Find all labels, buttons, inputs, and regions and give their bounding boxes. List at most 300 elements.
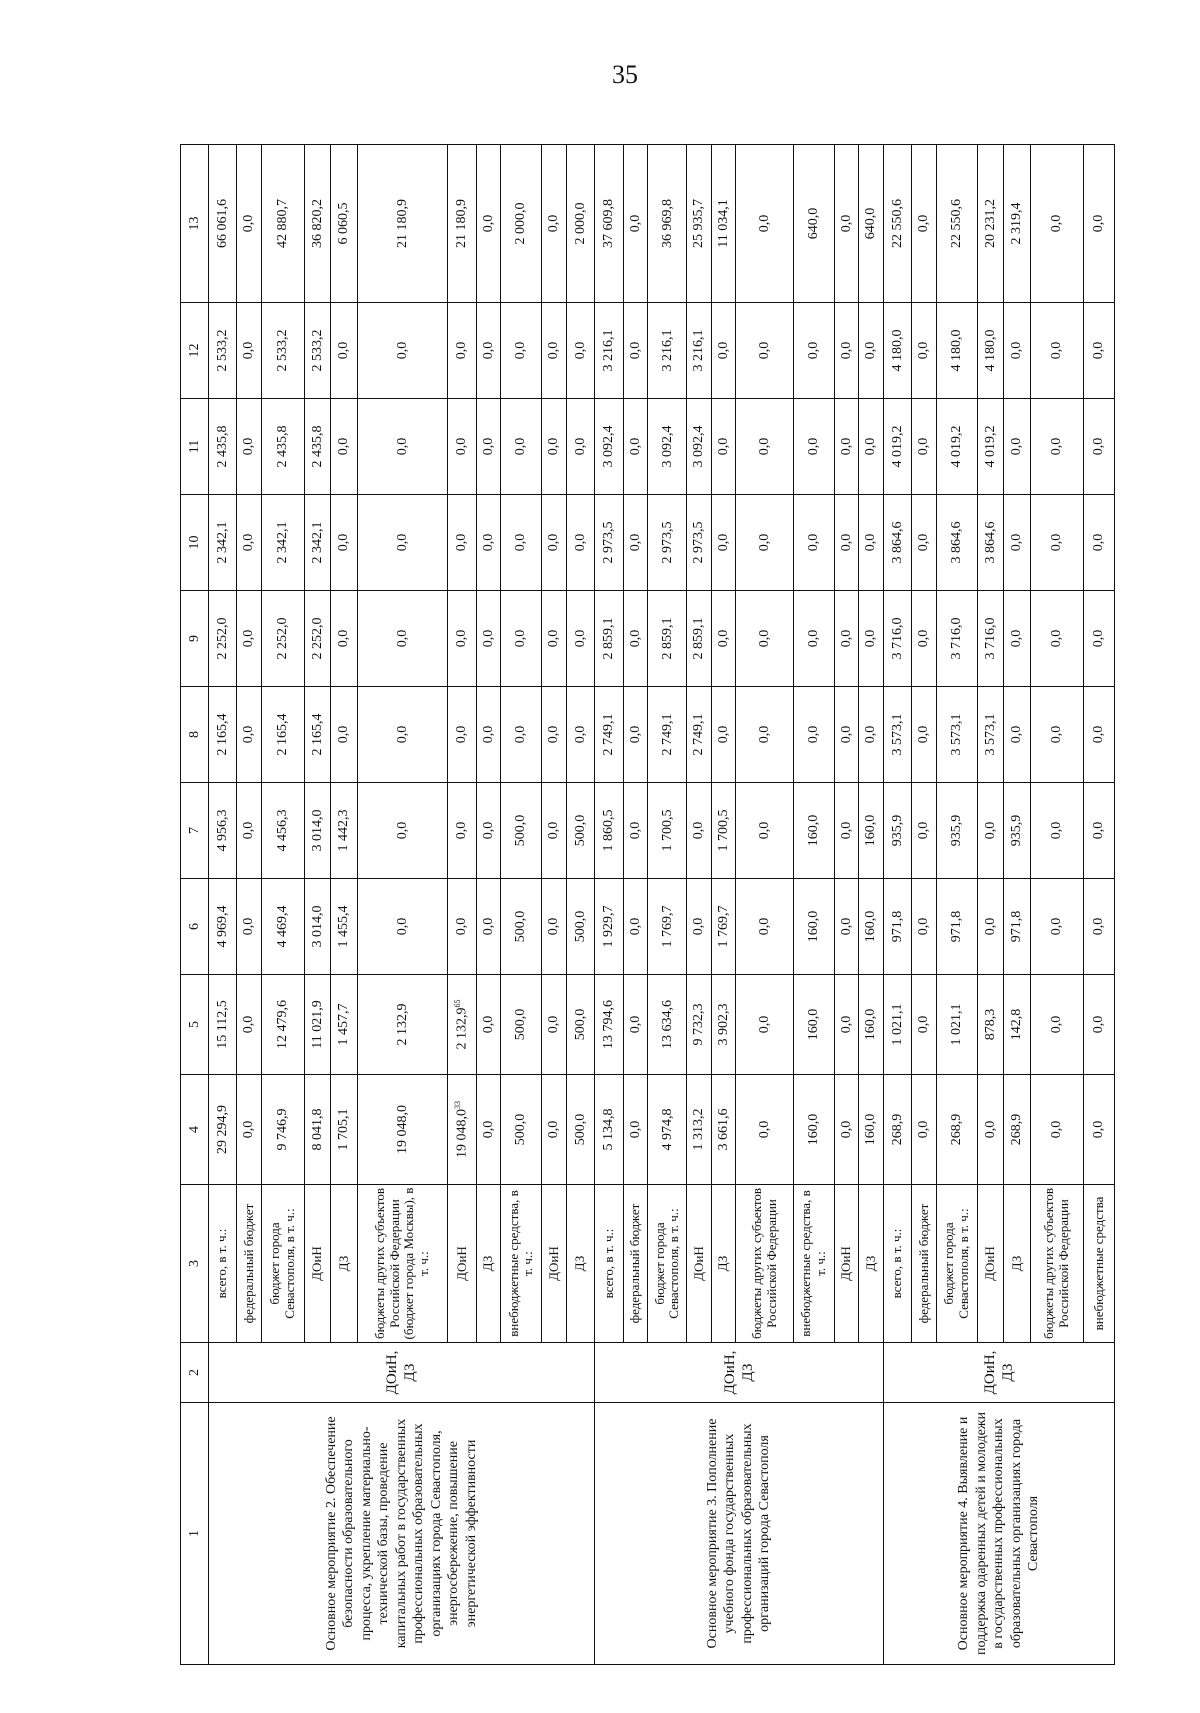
value-text: 0,0 [454, 437, 470, 456]
value-cell [687, 1075, 712, 1185]
value-text: 2 435,8 [214, 425, 230, 468]
value-text: 0,0 [805, 341, 821, 360]
value-text: 0,0 [715, 437, 731, 456]
value-cell [1030, 687, 1083, 783]
value-text: 0,0 [1091, 821, 1107, 840]
value-text: 0,0 [480, 1120, 496, 1139]
value-cell [711, 879, 736, 975]
value-cell [476, 879, 501, 975]
value-cell [883, 303, 912, 399]
value-cell [237, 495, 262, 591]
value-cell [648, 495, 687, 591]
value-text: 2 000,0 [513, 202, 529, 245]
value-text: 3 864,6 [982, 521, 998, 564]
value-cell [501, 399, 542, 495]
value-text: 0,0 [863, 341, 879, 360]
value-text: 1 769,7 [715, 905, 731, 948]
value-cell [261, 145, 304, 303]
value-cell [859, 495, 884, 591]
value-text: 0,0 [394, 821, 410, 840]
value-text: 3 573,1 [889, 713, 905, 756]
value-cell [834, 783, 859, 879]
value-cell [936, 591, 977, 687]
value-text: 0,0 [546, 214, 562, 233]
value-text: 4 456,3 [275, 809, 291, 852]
measure-description: Основное мероприятие 3. Пополнение учебного фонда государственных профессиональных образовательных организаций города Севастополя [595, 1403, 883, 1665]
value-text: 0,0 [572, 341, 588, 360]
value-cell [304, 1075, 331, 1185]
value-cell [595, 975, 624, 1075]
value-cell [977, 495, 1004, 591]
value-cell [1084, 303, 1115, 399]
value-text: 0,0 [916, 214, 932, 233]
value-text: 0,0 [454, 341, 470, 360]
value-text: 3 864,6 [949, 521, 965, 564]
value-text: 0,0 [1091, 1015, 1107, 1034]
value-cell [261, 495, 304, 591]
value-cell [331, 783, 358, 879]
value-cell [912, 303, 937, 399]
value-text: 268,9 [1009, 1113, 1025, 1146]
value-cell [912, 975, 937, 1075]
value-text: 2 000,0 [572, 202, 588, 245]
value-text: 0,0 [1091, 533, 1107, 552]
value-text: 0,0 [916, 1120, 932, 1139]
value-text: 4 180,0 [982, 329, 998, 372]
value-cell [977, 303, 1004, 399]
value-cell [304, 495, 331, 591]
value-cell [687, 399, 712, 495]
value-text: 1 860,5 [601, 809, 617, 852]
value-cell [1084, 975, 1115, 1075]
value-cell [623, 303, 648, 399]
value-text: 1 700,5 [715, 809, 731, 852]
value-text: 0,0 [394, 917, 410, 936]
value-text: 0,0 [916, 341, 932, 360]
value-cell [1004, 495, 1031, 591]
responsible-executor: ДОиН, ДЗ [883, 1343, 1114, 1403]
value-text: 2 749,1 [601, 713, 617, 756]
header-cell: 8 [181, 687, 209, 783]
value-cell [793, 399, 834, 495]
value-text: 0,0 [756, 725, 772, 744]
funding-source: ДОиН [304, 1185, 331, 1343]
value-cell [1084, 1075, 1115, 1185]
funding-source: ДЗ [859, 1185, 884, 1343]
value-cell [736, 591, 793, 687]
value-text: 8 041,8 [309, 1108, 325, 1151]
value-text: 11 021,9 [309, 1000, 325, 1049]
value-text: 4 180,0 [949, 329, 965, 372]
value-cell [623, 145, 648, 303]
value-text: 0,0 [241, 917, 257, 936]
value-text: 0,0 [241, 1015, 257, 1034]
value-cell [566, 495, 595, 591]
value-cell [793, 783, 834, 879]
value-cell [1084, 399, 1115, 495]
value-cell [476, 303, 501, 399]
value-cell [501, 303, 542, 399]
funding-source: бюджет города Севастополя, в т. ч.: [648, 1185, 687, 1343]
value-cell [542, 687, 567, 783]
value-cell [834, 303, 859, 399]
value-text: 29 294,9 [214, 1105, 230, 1154]
value-cell [883, 145, 912, 303]
value-cell [883, 879, 912, 975]
value-text: 0,0 [1049, 629, 1065, 648]
value-text: 0,0 [863, 533, 879, 552]
value-text: 1 929,7 [601, 905, 617, 948]
value-text: 0,0 [805, 437, 821, 456]
funding-source: ДЗ [1004, 1185, 1031, 1343]
value-text: 0,0 [916, 821, 932, 840]
value-text: 0,0 [480, 214, 496, 233]
funding-source: внебюджетные средства [1084, 1185, 1115, 1343]
value-cell [261, 1075, 304, 1185]
value-cell [208, 303, 237, 399]
value-text: 160,0 [863, 814, 879, 847]
value-cell [623, 591, 648, 687]
value-text: 160,0 [805, 814, 821, 847]
value-text: 4 019,2 [982, 425, 998, 468]
value-cell [357, 591, 447, 687]
value-text: 36 969,8 [659, 199, 675, 248]
funding-source: внебюджетные средства, в т. ч.: [501, 1185, 542, 1343]
value-text: 3 216,1 [691, 329, 707, 372]
value-cell [476, 495, 501, 591]
value-text: 0,0 [1049, 917, 1065, 936]
value-text: 0,0 [336, 725, 352, 744]
value-text: 0,0 [1049, 1015, 1065, 1034]
value-cell [834, 145, 859, 303]
value-cell [542, 783, 567, 879]
value-text: 25 935,7 [691, 199, 707, 248]
funding-source: ДЗ [331, 1185, 358, 1343]
funding-source: ДЗ [566, 1185, 595, 1343]
value-text: 0,0 [241, 341, 257, 360]
value-text: 0,0 [982, 821, 998, 840]
value-text: 0,0 [916, 725, 932, 744]
value-text: 0,0 [480, 821, 496, 840]
funding-source: ДЗ [711, 1185, 736, 1343]
value-text: 21 180,9 [394, 199, 410, 248]
value-cell [793, 687, 834, 783]
value-cell [304, 399, 331, 495]
value-cell [648, 145, 687, 303]
value-cell [542, 879, 567, 975]
value-text: 0,0 [480, 437, 496, 456]
value-cell [237, 591, 262, 687]
value-text: 3 014,0 [309, 809, 325, 852]
value-text: 0,0 [756, 629, 772, 648]
value-cell [793, 879, 834, 975]
value-text: 4 469,4 [275, 905, 291, 948]
value-cell [595, 1075, 624, 1185]
value-text: 0,0 [627, 1120, 643, 1139]
value-text: 0,0 [1009, 437, 1025, 456]
value-cell [566, 783, 595, 879]
value-cell [566, 975, 595, 1075]
value-cell [912, 879, 937, 975]
value-text: 971,8 [949, 910, 965, 943]
value-text: 0,0 [805, 629, 821, 648]
value-cell [1004, 145, 1031, 303]
rotated-table-wrapper [180, 145, 1115, 1665]
value-cell [566, 303, 595, 399]
value-cell [1004, 783, 1031, 879]
value-cell [501, 495, 542, 591]
value-cell [542, 399, 567, 495]
value-cell [566, 879, 595, 975]
value-cell [648, 687, 687, 783]
value-text: 500,0 [572, 814, 588, 847]
value-text: 1 455,4 [336, 905, 352, 948]
value-text: 0,0 [838, 629, 854, 648]
value-cell [834, 495, 859, 591]
value-cell [1084, 495, 1115, 591]
value-cell [357, 687, 447, 783]
value-cell [208, 975, 237, 1075]
funding-source: ДОиН [687, 1185, 712, 1343]
value-cell [331, 1075, 358, 1185]
value-text: 2 165,4 [214, 713, 230, 756]
value-cell [936, 399, 977, 495]
value-cell [447, 495, 476, 591]
value-cell [542, 495, 567, 591]
value-text: 0,0 [691, 917, 707, 936]
value-cell [736, 495, 793, 591]
value-text: 1 313,2 [691, 1108, 707, 1151]
value-cell [936, 1075, 977, 1185]
value-text: 0,0 [916, 917, 932, 936]
value-text: 0,0 [1091, 725, 1107, 744]
value-cell [793, 145, 834, 303]
funding-source: всего, в т. ч.: [883, 1185, 912, 1343]
value-text: 19 048,0 [394, 1105, 410, 1154]
value-text: 0,0 [838, 1015, 854, 1034]
value-text: 37 609,8 [601, 199, 617, 248]
value-cell [331, 495, 358, 591]
value-cell [304, 303, 331, 399]
value-cell [304, 145, 331, 303]
value-text: 2 342,1 [275, 521, 291, 564]
value-text: 0,0 [838, 214, 854, 233]
value-text: 160,0 [863, 1113, 879, 1146]
value-cell [977, 687, 1004, 783]
value-text: 0,0 [1049, 725, 1065, 744]
value-cell [357, 145, 447, 303]
header-cell: 10 [181, 495, 209, 591]
value-text: 3 092,4 [691, 425, 707, 468]
value-text: 0,0 [756, 1120, 772, 1139]
value-text: 0,0 [241, 1120, 257, 1139]
value-text: 0,0 [241, 533, 257, 552]
value-text: 0,0 [756, 341, 772, 360]
value-cell [912, 495, 937, 591]
value-text: 12 479,6 [275, 1000, 291, 1049]
value-cell [687, 495, 712, 591]
value-text: 0,0 [546, 821, 562, 840]
value-text: 0,0 [627, 629, 643, 648]
value-cell [1030, 495, 1083, 591]
value-text: 0,0 [336, 437, 352, 456]
value-text: 2 342,1 [214, 521, 230, 564]
value-cell [208, 399, 237, 495]
value-text: 500,0 [513, 1008, 529, 1041]
funding-source: ДОиН [447, 1185, 476, 1343]
value-cell [883, 1075, 912, 1185]
value-cell [261, 879, 304, 975]
footnote-marker: 65 [452, 999, 462, 1008]
value-cell [687, 303, 712, 399]
value-text: 0,0 [546, 917, 562, 936]
value-text: 0,0 [691, 821, 707, 840]
value-text: 3 661,6 [715, 1108, 731, 1151]
value-text: 0,0 [1009, 725, 1025, 744]
value-text: 11 034,1 [715, 199, 731, 248]
value-cell [936, 145, 977, 303]
value-cell [331, 399, 358, 495]
value-cell [883, 591, 912, 687]
value-text: 0,0 [546, 533, 562, 552]
value-cell [595, 399, 624, 495]
value-cell [1084, 145, 1115, 303]
value-text: 935,9 [1009, 814, 1025, 847]
value-cell [357, 879, 447, 975]
value-cell [447, 783, 476, 879]
header-cell: 7 [181, 783, 209, 879]
value-text: 0,0 [546, 629, 562, 648]
value-cell [859, 1075, 884, 1185]
value-cell [1030, 303, 1083, 399]
value-text: 4 019,2 [949, 425, 965, 468]
value-text: 0,0 [1091, 629, 1107, 648]
value-text: 42 880,7 [275, 199, 291, 248]
value-text: 9 746,9 [275, 1108, 291, 1151]
table-row [208, 145, 237, 1665]
value-cell [736, 1075, 793, 1185]
value-text: 500,0 [513, 1113, 529, 1146]
value-cell [331, 303, 358, 399]
value-text: 0,0 [715, 629, 731, 648]
funding-source: бюджет города Севастополя, в т. ч.: [261, 1185, 304, 1343]
value-text: 0,0 [863, 629, 879, 648]
funding-source: ДОиН [542, 1185, 567, 1343]
value-text: 0,0 [756, 917, 772, 936]
value-text: 160,0 [863, 910, 879, 943]
value-text: 0,0 [1009, 629, 1025, 648]
value-text: 0,0 [454, 725, 470, 744]
value-text: 0,0 [546, 725, 562, 744]
value-text: 0,0 [1091, 917, 1107, 936]
value-cell [261, 975, 304, 1075]
funding-source: ДОиН [834, 1185, 859, 1343]
value-text: 1 457,7 [336, 1003, 352, 1046]
value-text: 142,8 [1009, 1008, 1025, 1041]
value-cell [542, 303, 567, 399]
value-text: 3 092,4 [601, 425, 617, 468]
value-cell [331, 687, 358, 783]
value-text: 2 165,4 [309, 713, 325, 756]
value-text: 0,0 [394, 437, 410, 456]
budget-table [180, 144, 1115, 1665]
value-text: 0,0 [241, 437, 257, 456]
value-text: 2 435,8 [309, 425, 325, 468]
value-cell [687, 975, 712, 1075]
value-text: 0,0 [916, 1015, 932, 1034]
value-cell [261, 783, 304, 879]
value-text: 13 794,6 [601, 1000, 617, 1049]
value-text: 2 533,2 [214, 329, 230, 372]
value-cell [208, 879, 237, 975]
value-cell [687, 145, 712, 303]
value-text: 0,0 [627, 821, 643, 840]
value-cell [357, 495, 447, 591]
value-cell [208, 783, 237, 879]
header-cell: 6 [181, 879, 209, 975]
value-cell [1030, 1075, 1083, 1185]
value-cell [736, 399, 793, 495]
value-cell [648, 975, 687, 1075]
value-text: 935,9 [949, 814, 965, 847]
value-cell [595, 145, 624, 303]
value-cell [447, 975, 476, 1075]
value-text: 0,0 [241, 629, 257, 648]
value-cell [936, 687, 977, 783]
value-text: 0,0 [627, 1015, 643, 1034]
value-cell [687, 879, 712, 975]
value-cell [1030, 879, 1083, 975]
value-text: 22 550,6 [949, 199, 965, 248]
value-text: 0,0 [838, 341, 854, 360]
value-text: 0,0 [1049, 1120, 1065, 1139]
value-text: 21 180,9 [454, 199, 470, 248]
value-cell [237, 399, 262, 495]
value-text: 3 864,6 [889, 521, 905, 564]
value-cell [1004, 687, 1031, 783]
value-cell [977, 1075, 1004, 1185]
value-cell [648, 783, 687, 879]
value-cell [476, 783, 501, 879]
value-cell [447, 879, 476, 975]
value-cell [711, 1075, 736, 1185]
value-cell [736, 975, 793, 1075]
value-text: 0,0 [513, 629, 529, 648]
value-text: 5 134,8 [601, 1108, 617, 1151]
value-cell [883, 687, 912, 783]
value-cell [501, 879, 542, 975]
value-cell [648, 1075, 687, 1185]
value-cell [331, 591, 358, 687]
value-text: 2 342,1 [309, 521, 325, 564]
value-cell [648, 399, 687, 495]
value-text: 1 700,5 [659, 809, 675, 852]
value-text: 0,0 [454, 917, 470, 936]
value-cell [595, 879, 624, 975]
value-text: 2 132,9 [394, 1003, 410, 1046]
funding-source: ДЗ [476, 1185, 501, 1343]
value-cell [595, 783, 624, 879]
value-text: 0,0 [241, 821, 257, 840]
value-text: 2 533,2 [309, 329, 325, 372]
value-cell [237, 1075, 262, 1185]
value-cell [1030, 591, 1083, 687]
value-cell [237, 783, 262, 879]
value-text: 4 956,3 [214, 809, 230, 852]
value-text: 0,0 [627, 341, 643, 360]
value-text: 6 060,5 [336, 202, 352, 245]
value-text: 500,0 [513, 910, 529, 943]
